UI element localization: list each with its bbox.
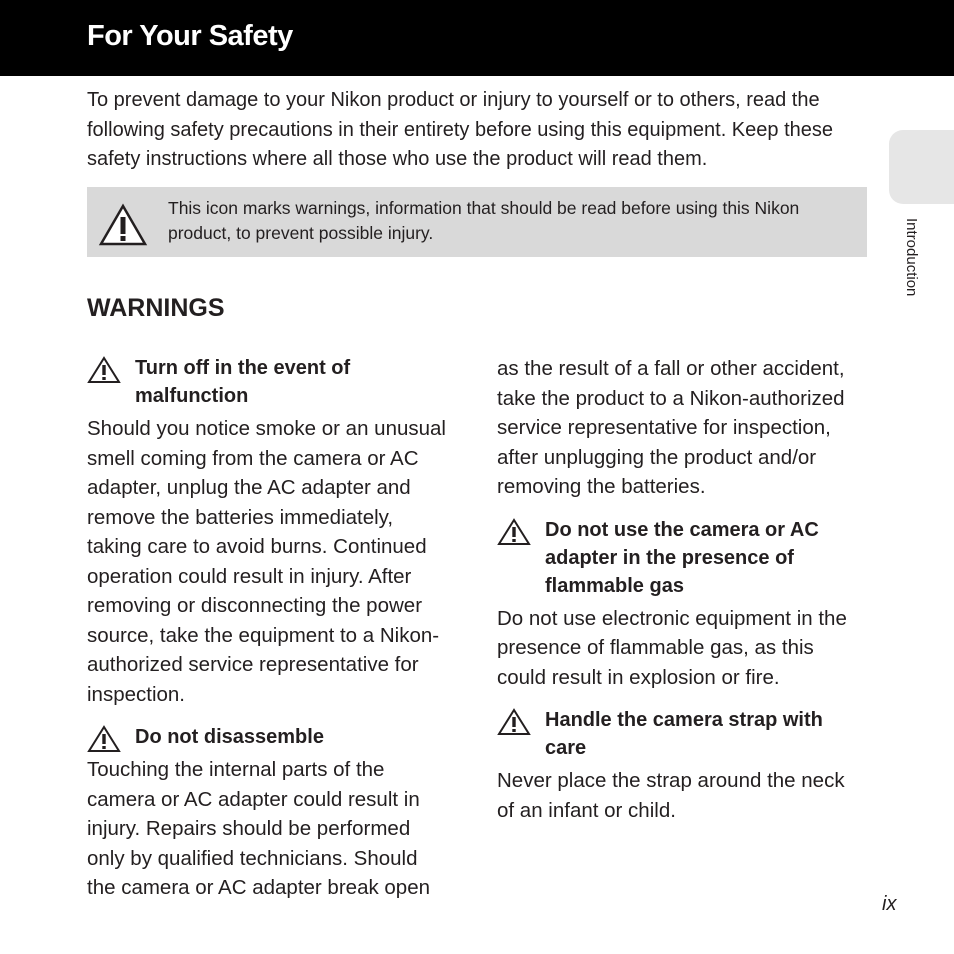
warning-notice-box [87, 187, 867, 257]
title-bar [0, 0, 954, 76]
warning-triangle-icon [497, 708, 531, 736]
warning-body: Never place the strap around the neck of an infant or child. [497, 769, 845, 822]
warning-body: Touching the internal parts of the camera or AC adapter could result in injury. Repairs should be performed only by qualified technicians. Should the camera or AC adapter break open [87, 758, 431, 899]
warning-title: Turn off in the event of malfunction [135, 357, 351, 407]
right-column [497, 354, 859, 825]
warning-title: Do not use the camera or AC adapter in the presence of flammable gas [545, 518, 819, 597]
side-tab-label: Introduction [903, 218, 920, 297]
left-column [87, 354, 449, 903]
warning-triangle-icon [98, 203, 148, 247]
side-tab[interactable] [889, 130, 954, 204]
page-title: For Your Safety [87, 20, 293, 52]
warning-heading [497, 706, 859, 762]
warning-title: Handle the camera strap with care [545, 709, 823, 759]
warning-body: Do not use electronic equipment in the presence of flammable gas, as this could result in explosion or fire. [497, 606, 847, 689]
warning-body-continued: as the result of a fall or other accident, take the product to a Nikon-authorized service representative for inspection, after unplugging the product and/or removing the batteries. [497, 357, 845, 498]
warning-title: Do not disassemble [135, 726, 324, 748]
warning-triangle-icon [497, 518, 531, 546]
warning-heading [497, 516, 859, 600]
intro-paragraph: To prevent damage to your Nikon product or injury to yourself or to others, read the following safety precautions in their entirety before using this equipment. Keep these safety instructions where all those who use the product will read them. [87, 89, 833, 170]
warning-triangle-icon [87, 725, 121, 753]
warning-heading [87, 723, 449, 751]
warning-body: Should you notice smoke or an unusual smell coming from the camera or AC adapter, unplug the AC adapter and remove the batteries immediately, taking care to avoid burns. Continued operation could result in injury. After removing or disconnecting the power source, take the equipment to a Nikon-authorized service representative for inspection. [87, 417, 446, 706]
warning-triangle-icon [87, 356, 121, 384]
warning-heading [87, 354, 449, 410]
notice-text: This icon marks warnings, information that should be read before using this Nikon product, to prevent possible injury. [168, 198, 800, 243]
page-number: ix [882, 893, 897, 915]
section-heading: WARNINGS [87, 294, 225, 322]
